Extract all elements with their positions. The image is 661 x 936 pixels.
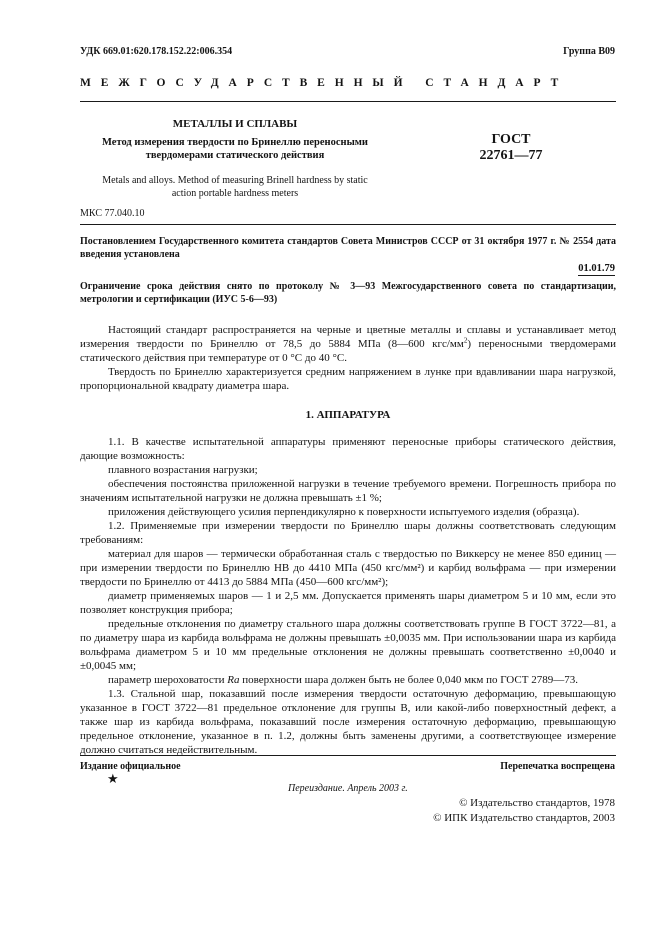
decree-text: Постановлением Государственного комитета стандартов Совета Министров СССР от 31 октября 1977 г. № 2554 дата введения установлена xyxy=(80,236,616,260)
limitation-note: Ограничение срока действия снято по протоколу № 3—93 Межгосударственного совета по стандартизации, метрологии и сертификации (ИУС 5-6—93) xyxy=(80,281,616,305)
roughness-text-before: параметр шероховатости xyxy=(108,674,228,686)
udk-code: УДК 669.01:620.178.152.22:006.354 xyxy=(80,46,233,57)
standard-title: МЕТАЛЛЫ И СПЛАВЫ xyxy=(172,118,298,130)
intro-section xyxy=(80,323,616,393)
reprint-prohibited-label: Перепечатка воспрещена xyxy=(500,761,615,772)
paragraph-item: обеспечения постоянства приложенной нагрузки в течение требуемого времени. Погрешность прибора по значениям испытательной нагрузки не должна превышать ±1 %; xyxy=(80,478,616,504)
star-mark: ★ xyxy=(107,771,119,786)
mks-code: МКС 77.040.10 xyxy=(80,208,145,219)
paragraph-roughness xyxy=(80,673,616,687)
standard-subtitle xyxy=(80,137,390,162)
official-edition-label: Издание официальное xyxy=(80,761,181,772)
paragraph-item: приложения действующего усилия перпендикулярно к поверхности испытуемого изделия (образца). xyxy=(108,506,580,518)
title-rule xyxy=(80,224,616,225)
footer-rule xyxy=(80,755,616,756)
paragraph-1-2: 1.2. Применяемые при измерении твердости по Бринеллю шары должны соответствовать следующим требованиям: xyxy=(80,520,616,546)
english-title-line-1: Metals and alloys. Method of measuring Brinell hardness by static xyxy=(102,175,368,186)
english-title-line-2: action portable hardness meters xyxy=(171,187,299,199)
gost-number: 22761—77 xyxy=(479,148,543,163)
gost-designation xyxy=(456,132,566,164)
group-code: Группа В09 xyxy=(563,46,615,57)
roughness-text-after: поверхности шара должен быть не более 0,040 мкм по ГОСТ 2789—73. xyxy=(239,674,578,686)
subtitle-line-2: твердомерами статического действия xyxy=(145,149,325,161)
copyright-1978: © Издательство стандартов, 1978 xyxy=(459,797,615,809)
paragraph-item: предельные отклонения по диаметру стального шара должны соответствовать группе В ГОСТ 3722—81, а по диаметру шара из карбида вольфрама не должны превышать ±0,0035 мм. При использовании шара из карбида вольфрама диаметром 5 и 10 мм предельные отклонения не должны превышать соответственно ±0,0040 и ±0,0045 мм; xyxy=(80,618,616,672)
effective-date: 01.01.79 xyxy=(578,263,615,274)
paragraph-item: материал для шаров — термически обработанная сталь с твердостью по Виккерсу не менее 850 единиц — при измерении твердости по Бринеллю НВ до 4410 МПа (450 кгс/мм²) и карбид вольфрама — при измерении твердости по Бринеллю от 4413 до 5884 МПа (450—600 кгс/мм²); xyxy=(80,548,616,588)
roughness-symbol: Ra xyxy=(227,674,240,686)
intro-paragraph: Настоящий стандарт распространяется на черные и цветные металлы и сплавы и устанавливает метод измерения твердости по Бринеллю от 78,5 до 5884 МПа (8—600 кгс/$мм^2$) переносными твердомерами статического действия при температуре от 0 °С до 40 °С. xyxy=(80,324,616,364)
reissue-note: Переиздание. Апрель 2003 г. xyxy=(288,783,408,794)
intro-paragraph-2: Твердость по Бринеллю характеризуется средним напряжением в лунке при вдавливании шара нагрузкой, пропорциональной квадрату диаметра шара. xyxy=(80,366,616,392)
section-1-body xyxy=(80,435,616,757)
section-title: 1. АППАРАТУРА xyxy=(305,409,391,421)
subtitle-line-1: Метод измерения твердости по Бринеллю переносными xyxy=(102,137,368,148)
gost-label: ГОСТ xyxy=(491,132,531,147)
paragraph-item: плавного возрастания нагрузки; xyxy=(108,464,258,476)
paragraph-1-3: 1.3. Стальной шар, показавший после измерения твердости остаточную деформацию, превышающую указанное в ГОСТ 3722—81 предельное отклонение для группы В, или какой-либо поверхностный дефект, а также шар из карбида вольфрама, показавший после измерения остаточную деформацию, превышающую предельное отклонение, указанное в п. 1.2, должны быть заменены другими, а соответствующее измерение должно считаться недействительным. xyxy=(80,688,616,756)
header-rule xyxy=(80,101,616,102)
paragraph-1-1: 1.1. В качестве испытательной аппаратуры применяют переносные приборы статического действия, дающие возможность: xyxy=(80,436,616,462)
interstate-standard-banner: МЕЖГОСУДАРСТВЕННЫЙ СТАНДАРТ xyxy=(80,77,569,89)
english-title xyxy=(80,175,390,200)
copyright-2003: © ИПК Издательство стандартов, 2003 xyxy=(433,812,615,824)
paragraph-item: диаметр применяемых шаров — 1 и 2,5 мм. Допускается применять шары диаметром 5 и 10 мм, если это позволяет конструкция прибора; xyxy=(80,590,616,616)
